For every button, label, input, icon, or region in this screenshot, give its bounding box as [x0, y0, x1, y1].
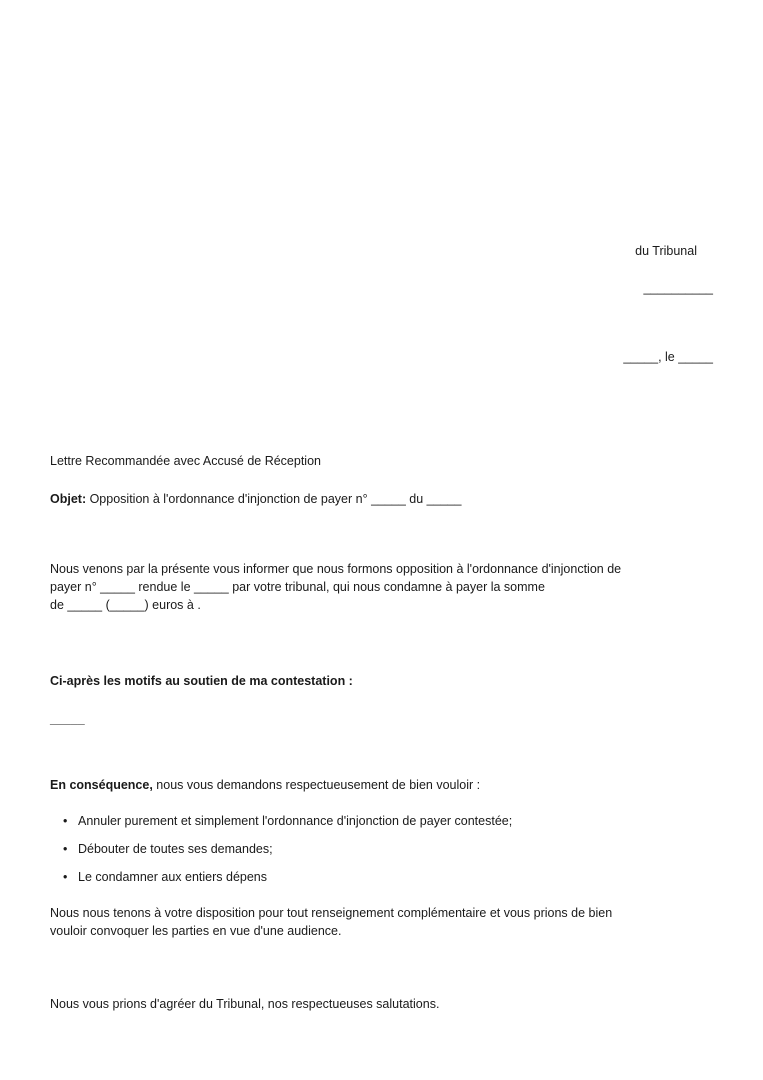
- intro-line: de _____ (_____) euros à .: [50, 598, 201, 612]
- sending-mode: Lettre Recommandée avec Accusé de Réception: [50, 454, 321, 468]
- disposition-line: vouloir convoquer les parties en vue d'une audience.: [50, 924, 342, 938]
- motifs-heading: Ci-après les motifs au soutien de ma contestation :: [50, 674, 353, 688]
- intro-line: Nous venons par la présente vous informer que nous formons opposition à l'ordonnance d'injonction de: [50, 562, 622, 576]
- subject-text: Opposition à l'ordonnance d'injonction de payer n° _____ du _____: [86, 492, 462, 506]
- list-item: • Débouter de toutes ses demandes;: [78, 840, 748, 868]
- motifs-blank: _____: [50, 712, 85, 726]
- letter-subject: [50, 492, 720, 506]
- list-item: • Annuler purement et simplement l'ordonnance d'injonction de payer contestée;: [78, 812, 748, 840]
- recipient: du Tribunal: [635, 244, 697, 258]
- intro-line: payer n° _____ rendue le _____ par votre tribunal, qui nous condamne à payer la somme: [50, 580, 545, 594]
- closing-salutations: Nous vous prions d'agréer du Tribunal, nos respectueuses salutations.: [50, 997, 440, 1011]
- intro-paragraph: [50, 560, 720, 614]
- consequence-text: nous vous demandons respectueusement de bien vouloir :: [152, 778, 481, 792]
- place-and-date: _____, le _____: [623, 350, 713, 364]
- consequence-label: En conséquence,: [50, 778, 153, 792]
- recipient-address-blank: __________: [643, 281, 713, 295]
- list-item: • Le condamner aux entiers dépens: [78, 868, 748, 896]
- requests-list: [50, 812, 748, 896]
- consequence-paragraph: [50, 778, 720, 792]
- disposition-line: Nous nous tenons à votre disposition pour tout renseignement complémentaire et vous prions de bien: [50, 906, 613, 920]
- subject-label: Objet:: [50, 492, 87, 506]
- disposition-paragraph: [50, 904, 720, 940]
